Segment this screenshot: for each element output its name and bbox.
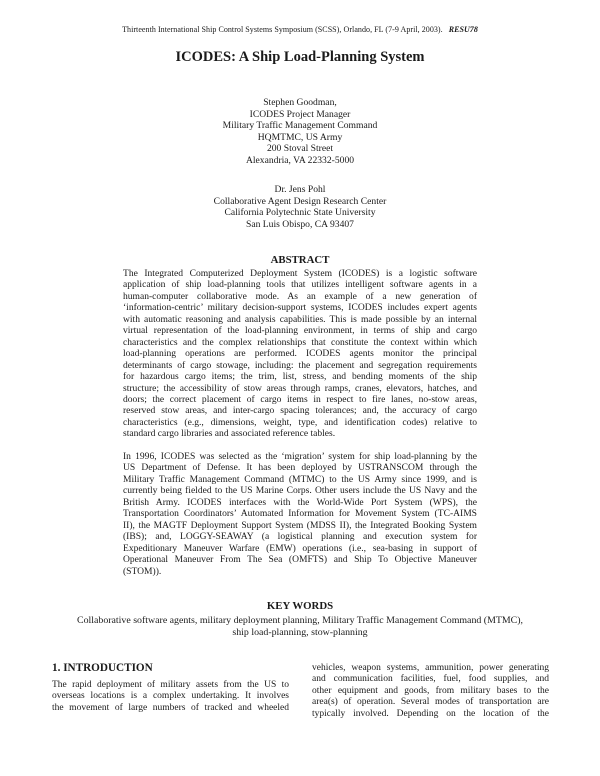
abstract-heading: ABSTRACT (270, 254, 330, 266)
author-line: Military Traffic Management Command (222, 120, 378, 132)
text-line: Expeditionary Maneuver Warfare (EMW) operations (i.e., sea-basing in support of (123, 542, 477, 554)
text-line: currently being fielded to the US Marine Corps. Other users include the US Navy and the (123, 485, 477, 497)
author-line: Alexandria, VA 22332-5000 (245, 154, 355, 166)
text-line: vehicles, weapon systems, ammunition, power generating (312, 663, 549, 673)
author-line: Dr. Jens Pohl (274, 184, 326, 195)
text-line: human-computer collaborative mode. As an example of a new generation of (123, 290, 477, 302)
author-line: California Polytechnic State University (224, 207, 376, 219)
author-line: 200 Stoval Street (266, 143, 334, 155)
text-line: Transportation Coordinators’ Automated Information for Movement System (TC-AIMS (123, 508, 477, 520)
author-line: Collaborative Agent Design Research Center (213, 195, 387, 207)
text-line: reserved stow areas, and inter-cargo spacing tolerances; and, the accuracy of cargo (123, 405, 477, 417)
text-line: ‘information-centric’ military decision-support systems, ICODES includes expert agents (123, 302, 477, 314)
author-line: HQMTMC, US Army (257, 131, 343, 143)
keywords-line: Collaborative software agents, military deployment planning, Military Traffic Management Command (MTMC), (76, 615, 524, 626)
text-line: Operational Maneuver From The Sea (OMFTS) and Ship To Objective Maneuver (123, 554, 477, 566)
keywords-line: ship load-planning, stow-planning (232, 626, 368, 638)
author-line: San Luis Obispo, CA 93407 (246, 218, 354, 230)
text-line: for hazardous cargo items; the trim, list, stress, and bending moments of the ship (123, 371, 477, 383)
introduction-heading: 1. INTRODUCTION (52, 662, 153, 674)
introduction-left-column (52, 680, 289, 714)
text-line: other equipment and goods, from military bases to the (312, 685, 549, 696)
text-line: standard cargo libraries and associated reference tables. (123, 428, 336, 440)
text-line: characteristics (e.g., dimensions, weight, type, and identification codes) relative to (123, 416, 477, 428)
text-line: In 1996, ICODES was selected as the ‘migration’ system for ship load-planning by the (123, 451, 477, 462)
text-line: application of ship load-planning tools that utilizes intelligent software agents in a (123, 279, 477, 291)
text-line: The rapid deployment of military assets from the US to (52, 680, 289, 690)
text-line: the movement of large numbers of tracked and wheeled (52, 702, 289, 713)
introduction-right-column (312, 663, 549, 720)
text-line: with automatic reasoning and analysis capabilities. This is made possible by an internal (123, 313, 477, 325)
text-line: (IBS); and, LOGGY-SEAWAY (a logistical planning and execution system for (123, 531, 477, 543)
running-header (0, 25, 600, 34)
text-line: US Department of Defense. It has been deployed by USTRANSCOM through the (123, 462, 477, 474)
author-affiliation-2 (0, 184, 600, 230)
text-line: load-planning operations are performed. ICODES agents monitor the principal (123, 348, 477, 360)
text-line: doors; the correct placement of cargo items in respect to fire lanes, no-stow areas, (123, 393, 477, 405)
text-line: determinants of cargo stowage, including: the placement and segregation requirements (123, 359, 477, 371)
text-line: typically involved. Depending on the location of the (312, 708, 549, 719)
keywords-heading: KEY WORDS (266, 600, 334, 612)
author-line: ICODES Project Manager (249, 108, 351, 120)
text-line: characteristics and the complex relationships that constitute the context within which (123, 336, 477, 348)
text-line: structure; the accessibility of stow areas through ramps, cranes, elevators, hatches, and (123, 382, 477, 394)
paper-code: RESU78 (448, 25, 478, 34)
text-line: area(s) of operation. Several modes of transportation are (312, 697, 549, 708)
text-line: II), the MAGTF Deployment Support System (MDSS II), the Integrated Booking System (123, 519, 477, 531)
keywords-list (0, 615, 600, 639)
text-line: and communication facilities, fuel, food supplies, and (312, 674, 549, 685)
paper-title: ICODES: A Ship Load-Planning System (175, 49, 425, 65)
author-line: Stephen Goodman, (263, 97, 337, 108)
text-line: Military Traffic Management Command (MTMC) to the US Army since 1999, and is (123, 473, 477, 485)
text-line: The Integrated Computerized Deployment System (ICODES) is a logistic software (123, 268, 477, 279)
conference-citation: Thirteenth International Ship Control Systems Symposium (SCSS), Orlando, FL (7-9 April, 2003). (122, 25, 443, 34)
abstract-paragraph-2 (123, 451, 477, 577)
author-affiliation-1 (0, 97, 600, 167)
text-line: British Army. ICODES interfaces with the World-Wide Port System (WPS), the (123, 496, 477, 508)
text-line: overseas locations is a complex undertaking. It involves (52, 691, 289, 702)
abstract-paragraph-1 (123, 268, 477, 440)
text-line: (STOM)). (123, 565, 162, 577)
text-line: virtual representation of the load-planning environment, in terms of ship and cargo (123, 325, 477, 337)
